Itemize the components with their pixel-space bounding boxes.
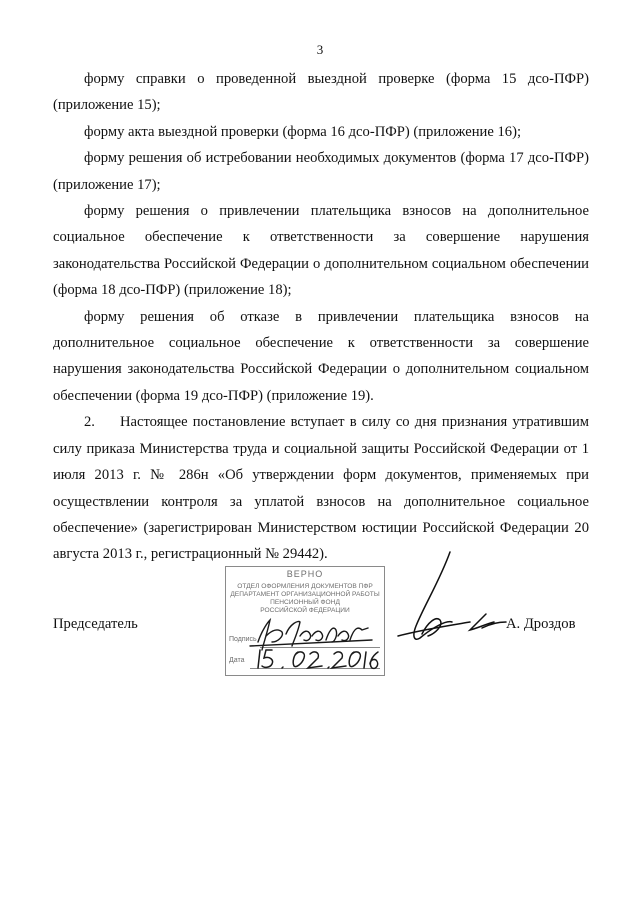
clause-2 (53, 409, 589, 567)
paragraph-form-19: форму решения об отказе в привлечении плательщика взносов на дополнительное социальное обеспечение к ответственности за совершение нарушения законодательства Российской Федерации о дополнительном социальном обеспечении (форма 19 дсо-ПФР) (приложение 19). (53, 308, 589, 404)
stamp-org-line: ДЕПАРТАМЕНТ ОРГАНИЗАЦИОННОЙ РАБОТЫ (230, 591, 380, 598)
clause-text: Настоящее постановление вступает в силу со дня признания утратившим силу приказа Министерства труда и социальной защиты Российской Федерации от 1 июля 2013 г. № 286н «Об утверждении форм документов, применяемых при осуществлении контроля за уплатой взносов на дополнительное социальное обеспечение» (зарегистрирован Министерством юстиции Российской Федерации 20 августа 2013 г., регистрационный № 29442). (53, 414, 589, 563)
clause-number: 2. (84, 414, 95, 431)
stamp-handwritten-signature (250, 620, 372, 650)
signature-block (0, 550, 640, 690)
document-body (53, 66, 589, 568)
signer-name: А. Дроздов (506, 616, 576, 632)
stamp-org-line: ОТДЕЛ ОФОРМЛЕНИЯ ДОКУМЕНТОВ ПФР (237, 583, 373, 590)
stamp-org-line: ПЕНСИОННЫЙ ФОНД (270, 599, 340, 606)
paragraph-form-16: форму акта выездной проверки (форма 16 дсо-ПФР) (приложение 16); (84, 123, 521, 140)
stamp-handwritten-date (258, 650, 378, 668)
paragraph-form-15: форму справки о проведенной выездной проверке (форма 15 дсо-ПФР) (приложение 15); (53, 71, 589, 114)
chairman-signature (398, 552, 506, 639)
stamp-date-label: Дата (229, 657, 245, 664)
stamp-org-line: РОССИЙСКОЙ ФЕДЕРАЦИИ (260, 607, 350, 614)
signer-position: Председатель (53, 616, 138, 632)
stamp-title: ВЕРНО (286, 569, 324, 579)
paragraph-form-18: форму решения о привлечении плательщика взносов на дополнительное социальное обеспечение к ответственности за совершение нарушения законодательства Российской Федерации о дополнительном социальном обеспечении (форма 18 дсо-ПФР) (приложение 18); (53, 203, 589, 299)
page-number: 3 (316, 42, 324, 57)
paragraph-form-17: форму решения об истребовании необходимых документов (форма 17 дсо-ПФР) (приложение 17); (53, 150, 589, 193)
stamp-signature-label: Подпись (229, 636, 257, 643)
